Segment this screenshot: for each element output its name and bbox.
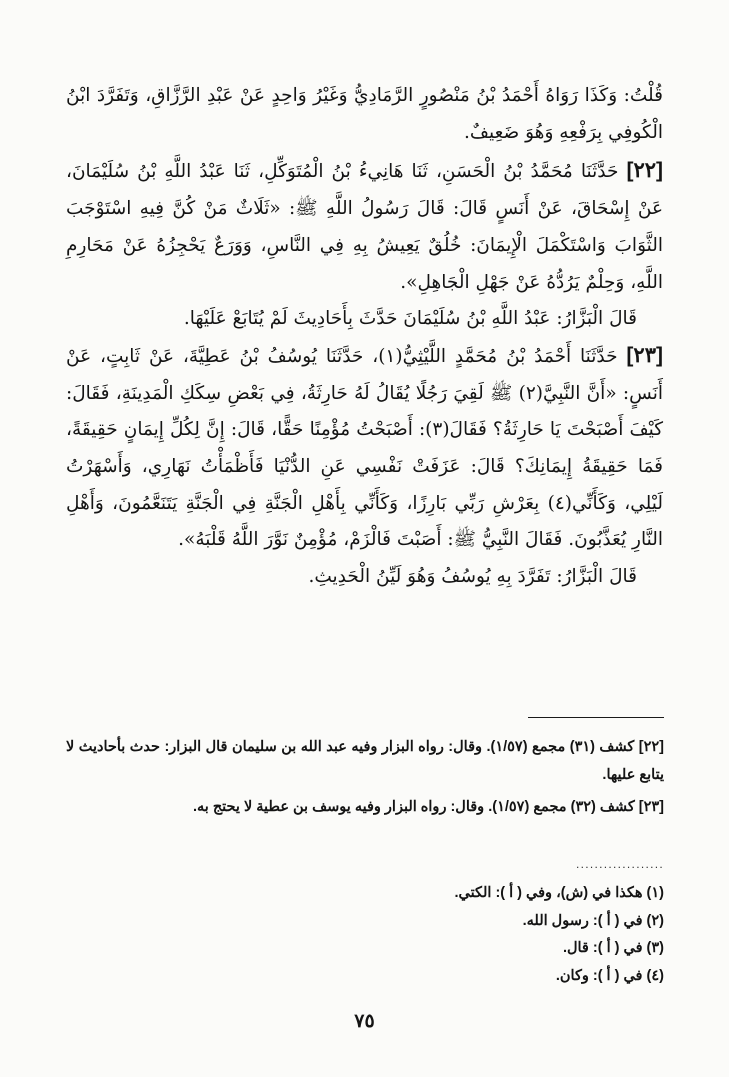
hadith-23: [66, 338, 663, 559]
note-23: [٢٣] كشف (٣٢) مجمع (١/٥٧). وقال: رواه البزار وفيه يوسف بن عطية لا يحتج به.: [192, 799, 664, 815]
hadith-22: [66, 153, 663, 301]
page-number: ٧٥: [354, 1011, 375, 1032]
footnote-3: (٣) في ( أ ): قال.: [562, 940, 664, 956]
paragraph-commentary: قُلْتُ: وَكَذَا رَوَاهُ أَحْمَدُ بْنُ مَنْصُورٍ الرَّمَادِيُّ وَغَيْرُ وَاحِدٍ عَنْ عَبْدِ الرَّزَّاقِ، وَتَفَرَّدَ ابْنُ الْكُوفِي بِرَفْعِهِ وَهُوَ ضَعِيفٌ.: [66, 85, 663, 143]
hadith-23-text: حَدَّثَنَا أَحْمَدُ بْنُ مُحَمَّدٍ اللَّيْثِيُّ(١)، حَدَّثَنَا يُوسُفُ بْنُ عَطِيَّةَ، عَنْ ثَابِتٍ، عَنْ أَنَسٍ: «أَنَّ النَّبِيَّ(٢) ﷺ لَقِيَ رَجُلًا يُقَالُ لَهُ حَارِثَةُ، فِي بَعْضِ سِكَكِ الْمَدِينَةِ، فَقَالَ: كَيْفَ أَصْبَحْتَ يَا حَارِثَةُ؟ فَقَالَ(٣): أَصْبَحْتُ مُؤْمِنًا حَقًّا، قَالَ: إِنَّ لِكُلِّ إِيمَانٍ حَقِيقَةً، فَمَا حَقِيقَةُ إِيمَانِكَ؟ قَالَ: عَزَفَتْ نَفْسِي عَنِ الدُّنْيَا فَأَظْمَأْتُ نَهَارِي، وَأَسْهَرْتُ لَيْلِي، وَكَأَنِّي(٤) بِعَرْشِ رَبِّي بَارِزًا، وَكَأَنِّي بِأَهْلِ الْجَنَّةِ فِي الْجَنَّةِ يَتَنَعَّمُونَ، وَأَهْلِ النَّارِ يُعَذَّبُونَ. فَقَالَ النَّبِيُّ ﷺ: أَصَبْتَ فَالْزَمْ، مُؤْمِنٌ نَوَّرَ اللَّهُ قَلْبَهُ».: [66, 345, 664, 551]
bazzar-comment-22: قَالَ الْبَزَّارُ: عَبْدُ اللَّهِ بْنُ سُلَيْمَانَ حَدَّثَ بِأَحَادِيثَ لَمْ يُتَابَعْ عَلَيْهَا.: [183, 308, 637, 330]
notes-separator-rule: [528, 717, 664, 718]
footnote-separator-dots: ...................: [575, 857, 664, 871]
bazzar-comment-23: قَالَ الْبَزَّارُ: تَفَرَّدَ بِهِ يُوسُفُ وَهُوَ لَيِّنُ الْحَدِيثِ.: [308, 566, 637, 588]
footnote-4: (٤) في ( أ ): وكان.: [555, 967, 664, 984]
hadith-22-text: حَدَّثَنَا مُحَمَّدُ بْنُ الْحَسَنِ، ثَنَا هَانِيءُ بْنُ الْمُتَوَكِّلِ، ثَنَا عَبْدُ اللَّهِ بْنُ سُلَيْمَانَ، عَنْ إِسْحَاقَ، عَنْ أَنَسٍ قَالَ: قَالَ رَسُولُ اللَّهِ ﷺ: «ثَلَاثٌ مَنْ كُنَّ فِيهِ اسْتَوْجَبَ الثَّوَابَ وَاسْتَكْمَلَ الْإِيمَانَ: خُلُقٌ يَعِيشُ بِهِ فِي النَّاسِ، وَوَرَعٌ يَحْجِزُهُ عَنْ مَحَارِمِ اللَّهِ، وَحِلْمٌ يَرُدُّهُ عَنْ جَهْلِ الْجَاهِلِ».: [66, 161, 663, 293]
hadith-number-23: [٢٣]: [626, 343, 663, 367]
takhrij-notes: [66, 733, 664, 821]
footnotes: [264, 880, 664, 990]
note-22: [٢٢] كشف (٣١) مجمع (١/٥٧). وقال: رواه البزار وفيه عبد الله بن سليمان قال البزار: حدث بأحاديث لا يتابع عليها.: [66, 739, 664, 783]
footnote-1: (١) هكذا في (ش)، وفي ( أ ): الكتي.: [454, 885, 664, 901]
footnote-2: (٢) في ( أ ): رسول الله.: [522, 912, 664, 929]
main-text: [66, 78, 663, 596]
hadith-number-22: [٢٢]: [626, 159, 664, 183]
